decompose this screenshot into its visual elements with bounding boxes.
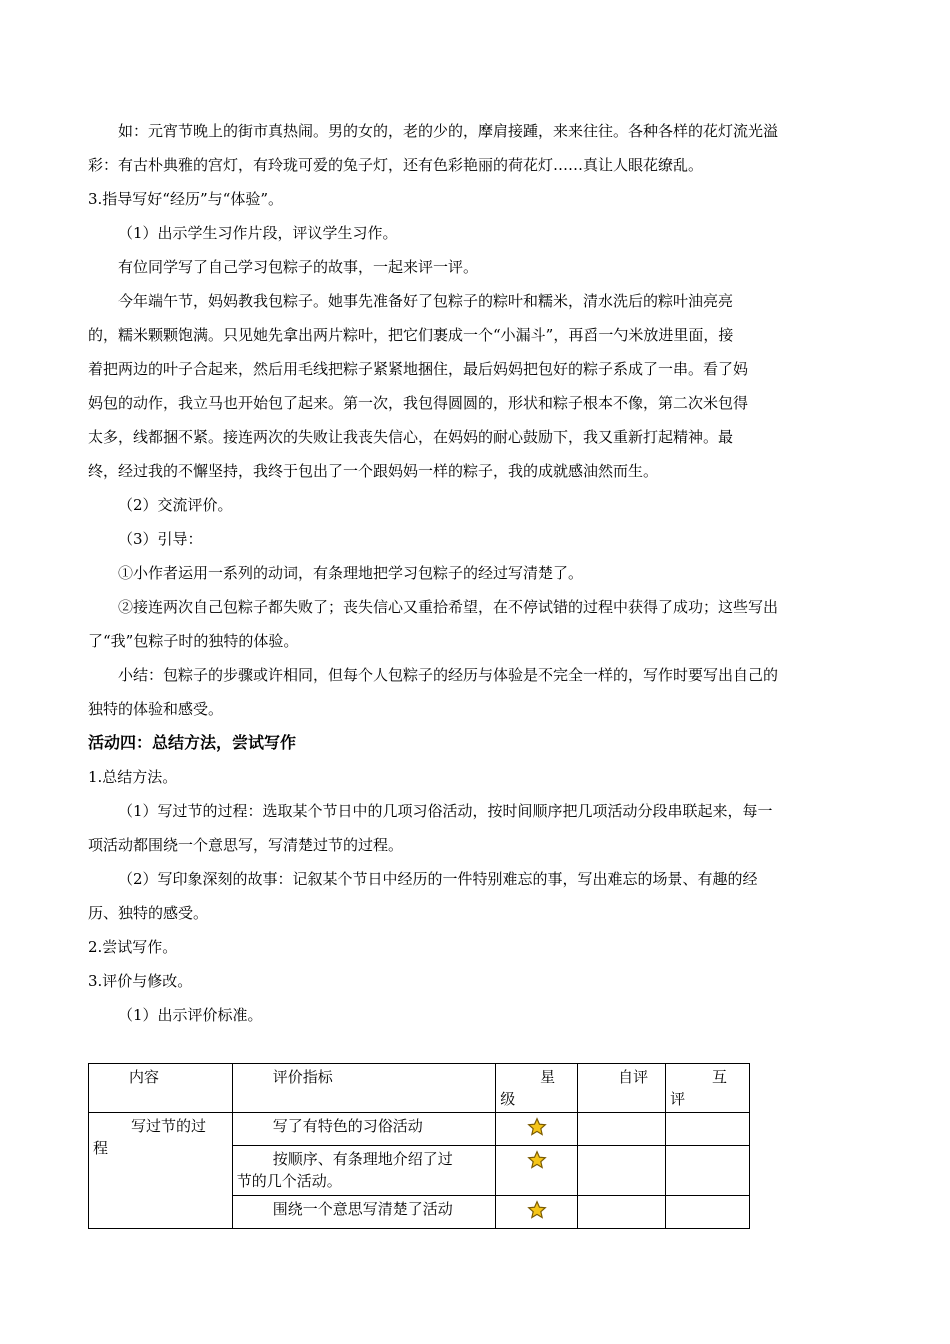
section-item: 2.尝试写作。 [88,938,178,956]
table-row [89,1113,750,1146]
paragraph: （2）交流评价。 [118,496,233,514]
paragraph: 项活动都围绕一个意思写，写清楚过节的过程。 [88,836,404,854]
index-cell: 围绕一个意思写清楚了活动 [232,1196,496,1229]
paragraph: （1）出示学生习作片段，评议学生习作。 [118,224,398,242]
peer-eval-cell[interactable] [666,1113,750,1146]
paragraph: 小结：包粽子的步骤或许相同，但每个人包粽子的经历与体验是不完全一样的，写作时要写出自己的 [118,666,779,684]
self-eval-cell[interactable] [578,1146,666,1196]
paragraph: （1）出示评价标准。 [118,1006,263,1024]
header-peer-a: 互 [711,1068,727,1086]
header-star-a: 星 [540,1068,556,1086]
self-eval-cell[interactable] [578,1196,666,1229]
row-label-a: 写过节的过 [131,1117,207,1135]
index-cell-a: 按顺序、有条理地介绍了过 [272,1150,453,1168]
section-item: 3.指导写好“经历”与“体验”。 [88,190,283,208]
table-header-row [89,1064,750,1113]
index-cell: 写了有特色的习俗活动 [232,1113,496,1146]
star-cell [496,1146,578,1196]
self-eval-cell[interactable] [578,1113,666,1146]
paragraph: 独特的体验和感受。 [88,700,224,718]
paragraph: 历、独特的感受。 [88,904,209,922]
paragraph: 有位同学写了自己学习包粽子的故事，一起来评一评。 [118,258,479,276]
paragraph: 今年端午节，妈妈教我包粽子。她事先准备好了包粽子的粽叶和糯米，清水洗后的粽叶油亮亮 [118,292,734,310]
peer-eval-cell[interactable] [666,1146,750,1196]
section-item: 3.评价与修改。 [88,972,193,990]
paragraph: （3）引导： [118,530,203,548]
paragraph: 着把两边的叶子合起来，然后用毛线把粽子紧紧地捆住，最后妈妈把包好的粽子系成了一串。看了妈 [88,360,749,378]
paragraph: ①小作者运用一系列的动词，有条理地把学习包粽子的经过写清楚了。 [118,564,584,582]
section-heading: 活动四：总结方法，尝试写作 [88,733,297,752]
star-icon [527,1200,547,1220]
paragraph: （1）写过节的过程：选取某个节日中的几项习俗活动，按时间顺序把几项活动分段串联起来，每一 [118,802,773,820]
header-star [496,1064,578,1113]
paragraph: 终，经过我的不懈坚持，我终于包出了一个跟妈妈一样的粽子，我的成就感油然而生。 [88,462,659,480]
row-label [89,1113,233,1229]
star-cell [496,1113,578,1146]
paragraph: 太多，线都捆不紧。接连两次的失败让我丧失信心，在妈妈的耐心鼓励下，我又重新打起精神。最 [88,428,734,446]
peer-eval-cell[interactable] [666,1196,750,1229]
star-icon [527,1117,547,1137]
index-cell [232,1146,496,1196]
header-star-b: 级 [500,1090,516,1108]
header-peer-b: 评 [670,1090,686,1108]
paragraph: 妈包的动作，我立马也开始包了起来。第一次，我包得圆圆的，形状和粽子根本不像，第二次米包得 [88,394,749,412]
header-content: 内容 [89,1064,233,1113]
header-self: 自评 [578,1064,666,1113]
paragraph: 的，糯米颗颗饱满。只见她先拿出两片粽叶，把它们裹成一个“小漏斗”，再舀一勺米放进里面，接 [88,326,734,344]
paragraph: 了“我”包粽子时的独特的体验。 [88,632,299,650]
evaluation-table [88,1063,750,1229]
section-item: 1.总结方法。 [88,768,178,786]
paragraph: （2）写印象深刻的故事：记叙某个节日中经历的一件特别难忘的事，写出难忘的场景、有趣的经 [118,870,758,888]
star-cell [496,1196,578,1229]
index-cell-b: 节的几个活动。 [236,1172,342,1190]
header-index: 评价指标 [232,1064,496,1113]
paragraph: 如：元宵节晚上的街市真热闹。男的女的，老的少的，摩肩接踵，来来往往。各种各样的花灯流光溢 [118,122,779,140]
paragraph: ②接连两次自己包粽子都失败了；丧失信心又重拾希望，在不停试错的过程中获得了成功；这些写出 [118,598,779,616]
paragraph: 彩：有古朴典雅的宫灯，有玲珑可爱的兔子灯，还有色彩艳丽的荷花灯……真让人眼花缭乱。 [88,156,704,174]
row-label-b: 程 [93,1139,109,1157]
star-icon [527,1150,547,1170]
header-peer [666,1064,750,1113]
